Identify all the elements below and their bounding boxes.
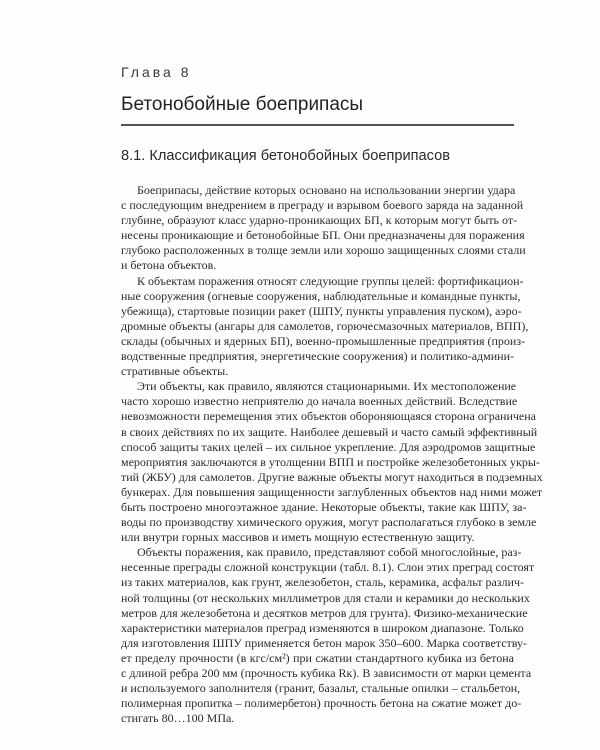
text-line: для изготовления ШПУ применяется бетон марок 350–600. Марка соответству- bbox=[121, 635, 528, 650]
text-line: К объектам поражения относят следующие группы целей: фортификацион- bbox=[137, 273, 524, 288]
paragraph bbox=[121, 183, 526, 274]
text-line: несенные преграды сложной конструкции (табл. 8.1). Слои этих преград состоят bbox=[121, 560, 535, 575]
text-line: способ защиты таких целей – их сильное укрепление. Для аэродромов защитные bbox=[121, 439, 536, 454]
text-line: и используемого заполнителя (гранит, базальт, стальные опилки – стальбетон, bbox=[121, 681, 521, 696]
text-line: ные сооружения (огневые сооружения, наблюдательные и командные пункты, bbox=[121, 288, 521, 303]
text-line: водственные предприятия, энергетические сооружения) и политико-админи- bbox=[121, 349, 514, 364]
text-line: убежища), стартовые позиции ракет (ШПУ, пункты управления пуском), аэро- bbox=[121, 303, 522, 318]
chapter-divider bbox=[121, 124, 514, 126]
text-line: с длиной ребра 200 мм (прочность кубика Rк). В зависимости от марки цемента bbox=[121, 666, 532, 680]
text-line: склады (обычных и ядерных БП), военно-промышленные предприятия (произ- bbox=[121, 333, 526, 348]
chapter-label: Глава 8 bbox=[121, 64, 192, 80]
paragraph bbox=[121, 379, 543, 545]
text-line: характеристики материалов преград изменяются в широком диапазоне. Только bbox=[121, 620, 524, 635]
text-line: метров для железобетона и десятков метров для грунта). Физико-механические bbox=[121, 605, 528, 620]
text-line: в своих действиях по их защите. Наиболее дешевый и часто самый эффективный bbox=[121, 424, 538, 439]
text-line: с последующим внедрением в преграду и взрывом боевого заряда на заданной bbox=[121, 198, 524, 213]
text-line: быть построено многоэтажное здание. Некоторые объекты, такие как ШПУ, за- bbox=[121, 499, 527, 514]
text-line: тий (ЖБУ) для самолетов. Другие важные объекты могут находиться в подземных bbox=[121, 469, 543, 484]
text-line: мероприятия заключаются в утолщении ВПП и постройке железобетонных укры- bbox=[121, 454, 540, 469]
text-line: Эти объекты, как правило, являются стационарными. Их местоположение bbox=[137, 379, 517, 394]
text-line: полимерная пропитка – полимербетон) прочность бетона на сжатие может до- bbox=[121, 696, 522, 711]
text-line: стративные объекты. bbox=[121, 364, 229, 379]
text-line: несены проникающие и бетонобойные БП. Они предназначены для поражения bbox=[121, 228, 525, 243]
text-line: воды по производству химического оружия, могут располагаться глубоко в земле bbox=[121, 515, 537, 530]
text-line: Боеприпасы, действие которых основано на использовании энергии удара bbox=[137, 183, 516, 197]
text-line: из таких материалов, как грунт, железобетон, сталь, керамика, асфальт различ- bbox=[121, 575, 524, 590]
paragraph bbox=[121, 273, 529, 380]
body-text bbox=[121, 183, 543, 726]
text-line: Объекты поражения, как правило, представляют собой многослойные, раз- bbox=[137, 545, 522, 560]
text-line: стигать 80…100 МПа. bbox=[121, 711, 235, 726]
paragraph bbox=[121, 545, 535, 726]
text-line: невозможности перемещения этих объектов обороняющаяся сторона ограничена bbox=[121, 409, 537, 424]
text-line: ет пределу прочности (в кгс/см²) при сжатии стандартного кубика из бетона bbox=[121, 650, 514, 665]
section-title: 8.1. Классификация бетонобойных боеприпасов bbox=[121, 148, 451, 164]
text-line: бункерах. Для повышения защищенности заглубленных объектов над ними может bbox=[121, 484, 543, 499]
text-line: глубине, образуют класс ударно-проникающих БП, к которым могут быть от- bbox=[121, 213, 518, 228]
text-line: глубоко расположенных в толще земли или хорошо защищенных слоями стали bbox=[121, 243, 526, 258]
text-line: дромные объекты (ангары для самолетов, горючесмазочных материалов, ВПП), bbox=[121, 318, 529, 333]
text-line: часто хорошо известно неприятелю до начала военных действий. Вследствие bbox=[121, 394, 518, 409]
text-line: и бетона объектов. bbox=[121, 258, 217, 273]
text-line: или внутри горных массивов и иметь мощную естественную защиту. bbox=[121, 530, 475, 545]
chapter-title: Бетонобойные боеприпасы bbox=[121, 94, 364, 115]
text-line: ной толщины (от нескольких миллиметров для стали и керамики до нескольких bbox=[121, 590, 530, 605]
